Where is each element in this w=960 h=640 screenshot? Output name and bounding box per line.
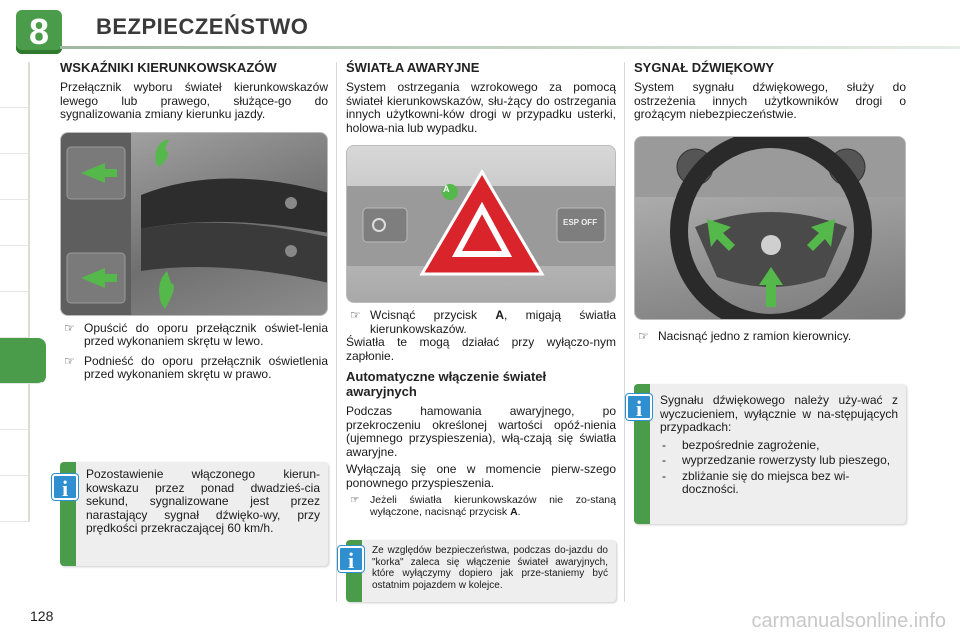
chapter-tab [0, 108, 30, 154]
info-text: Pozostawienie włączonego kierun-kowskazu przez ponad dwadzieś-cia sekund, sygnalizowane jest przez narastający sygnał dźwięko-wy, przy prędkości przekraczającej 60 km/h. [86, 467, 320, 535]
pointing-hand-icon: ☞ [64, 353, 75, 368]
watermark: carmanualsonline.info [751, 610, 946, 632]
list-item: - wyprzedzanie rowerzysty lub pieszego, [662, 453, 891, 467]
chapter-tab [0, 200, 30, 246]
pointing-hand-icon: ☞ [638, 328, 649, 343]
info-box-horn [634, 384, 906, 524]
hazard-instruction: ☞ Wcisnąć przycisk A, migają światła kierunkowskazów. [350, 308, 617, 336]
turn-signals-section [60, 60, 328, 382]
header-divider [60, 46, 960, 49]
info-box-turn-signals [60, 462, 328, 566]
chapter-tab [0, 430, 30, 476]
section-heading: WSKAŹNIKI KIERUNKOWSKAZÓW [60, 60, 277, 75]
chapter-badge: 8 [16, 10, 62, 54]
horn-instruction: ☞ Nacisnąć jedno z ramion kierownicy. [638, 328, 852, 343]
info-icon: i [52, 474, 78, 500]
auto-hazard-instruction: ☞ Jeżeli światła kierunkowskazów nie zo-staną wyłączone, nacisnąć przycisk A. [350, 494, 616, 518]
info-icon: i [626, 394, 652, 420]
auto-hazard-text-2: Wyłączają się one w momencie pierw-szego ponownego przyspieszenia. [346, 462, 616, 490]
section-heading: ŚWIATŁA AWARYJNE [346, 60, 480, 75]
info-text: Ze względów bezpieczeństwa, podczas do-jazdu do "korka" zaleca się włączenie świateł awaryjnych, które wyłączymy dopiero jak prze-staniemy być ostatnim pojazdem w kolejce. [372, 545, 608, 591]
horn-section [634, 60, 906, 343]
chapter-tabs [0, 62, 30, 582]
stalk-illustration [61, 133, 328, 316]
list-item: - bezpośrednie zagrożenie, [662, 437, 820, 452]
esp-off-label: ESP OFF [563, 218, 598, 227]
info-icon: i [338, 546, 364, 572]
section-intro: System ostrzegania wzrokowego za pomocą świateł kierunkowskazów, słu-żący do ostrzegania innych użytkowni-ków drogi w przypadku usterki, holowa-nia lub wypadku. [346, 80, 616, 135]
instruction-right: ☞ Podnieść do oporu przełącznik oświetlenia przed wykonaniem skrętu w prawo. [64, 353, 328, 381]
page-title: BEZPIECZEŃSTWO [96, 14, 309, 39]
pointing-hand-icon: ☞ [350, 494, 360, 506]
pointing-hand-icon: ☞ [350, 308, 361, 322]
section-intro: Przełącznik wyboru świateł kierunkowskazów lewego lub prawego, służące-go do sygnalizowania zmiany kierunku jazdy. [60, 80, 328, 121]
hazard-lights-section [346, 60, 616, 518]
turn-signal-stalk-image [60, 132, 328, 316]
chapter-tab [0, 154, 30, 200]
subsection-heading: Automatyczne włączenie świateł awaryjnych [346, 369, 547, 399]
steering-wheel-image [634, 136, 906, 320]
pointing-hand-icon: ☞ [64, 320, 75, 335]
section-intro: System sygnału dźwiękowego, służy do ostrzeżenia innych użytkowników drogi o grożącym niebezpieczeństwie. [634, 80, 906, 121]
hazard-note: Światła te mogą działać przy wyłączo-nym zapłonie. [346, 335, 616, 363]
section-heading: SYGNAŁ DŹWIĘKOWY [634, 60, 775, 75]
chapter-tab [0, 62, 30, 108]
chapter-tab [0, 292, 30, 338]
button-label-a: A [443, 184, 450, 194]
chapter-tab-active [0, 338, 46, 384]
chapter-tab [0, 476, 30, 522]
instruction-left: ☞ Opuścić do oporu przełącznik oświet-lenia przed wykonaniem skrętu w lewo. [64, 320, 328, 348]
list-item: - zbliżanie się do miejsca bez wi-doczności. [662, 468, 850, 496]
chapter-tab [0, 384, 30, 430]
column-divider [336, 62, 337, 602]
info-text: Sygnału dźwiękowego należy uży-wać z wyczucieniem, wyłącznie w na-stępujących przypadkach: [660, 393, 898, 434]
steering-wheel-illustration [635, 137, 906, 320]
info-box-hazard [346, 540, 616, 602]
column-divider [624, 62, 625, 602]
auto-hazard-text-1: Podczas hamowania awaryjnego, po przekroczeniu określonej wartości opóź-nienia (ujemnego przyspieszenia), włą-czają się światła awaryjne. [346, 404, 616, 459]
page-number: 128 [30, 608, 54, 624]
chapter-tab [0, 246, 30, 292]
hazard-button-image [346, 145, 616, 303]
